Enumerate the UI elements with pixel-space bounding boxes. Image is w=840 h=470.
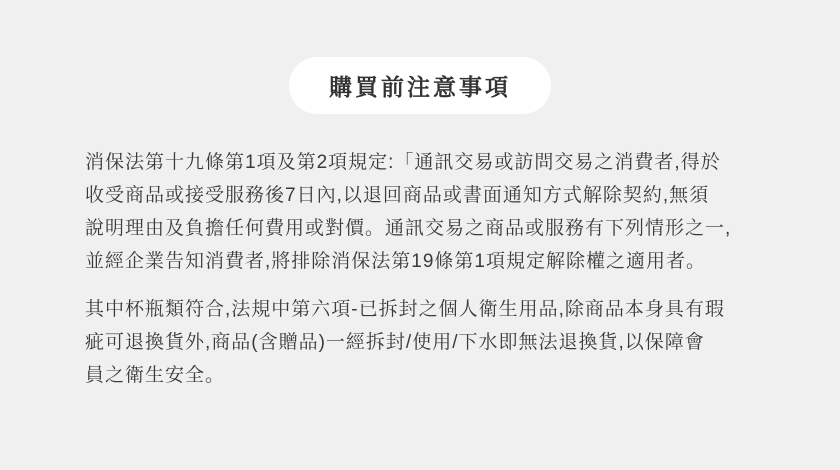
- notice-body: [85, 146, 757, 392]
- notice-line: 員之衛生安全。: [85, 365, 226, 386]
- notice-line: 疵可退換貨外,商品(含贈品)一經拆封/使用/下水即無法退換貨,以保障會: [85, 332, 705, 353]
- notice-paragraph-hygiene: [85, 293, 757, 392]
- notice-title-badge: [289, 57, 551, 114]
- notice-paragraph-law: [85, 146, 757, 278]
- notice-line: 其中杯瓶類符合,法規中第六項-已拆封之個人衛生用品,除商品本身具有瑕: [85, 299, 725, 320]
- notice-line: 說明理由及負擔任何費用或對價。通訊交易之商品或服務有下列情形之一,: [85, 218, 732, 239]
- notice-line: 消保法第十九條第1項及第2項規定:「通訊交易或訪問交易之消費者,得於: [85, 152, 721, 173]
- notice-line: 並經企業告知消費者,將排除消保法第19條第1項規定解除權之適用者。: [85, 251, 706, 272]
- notice-line: 收受商品或接受服務後7日內,以退回商品或書面通知方式解除契約,無須: [85, 185, 710, 206]
- notice-title-text: 購買前注意事項: [329, 74, 511, 100]
